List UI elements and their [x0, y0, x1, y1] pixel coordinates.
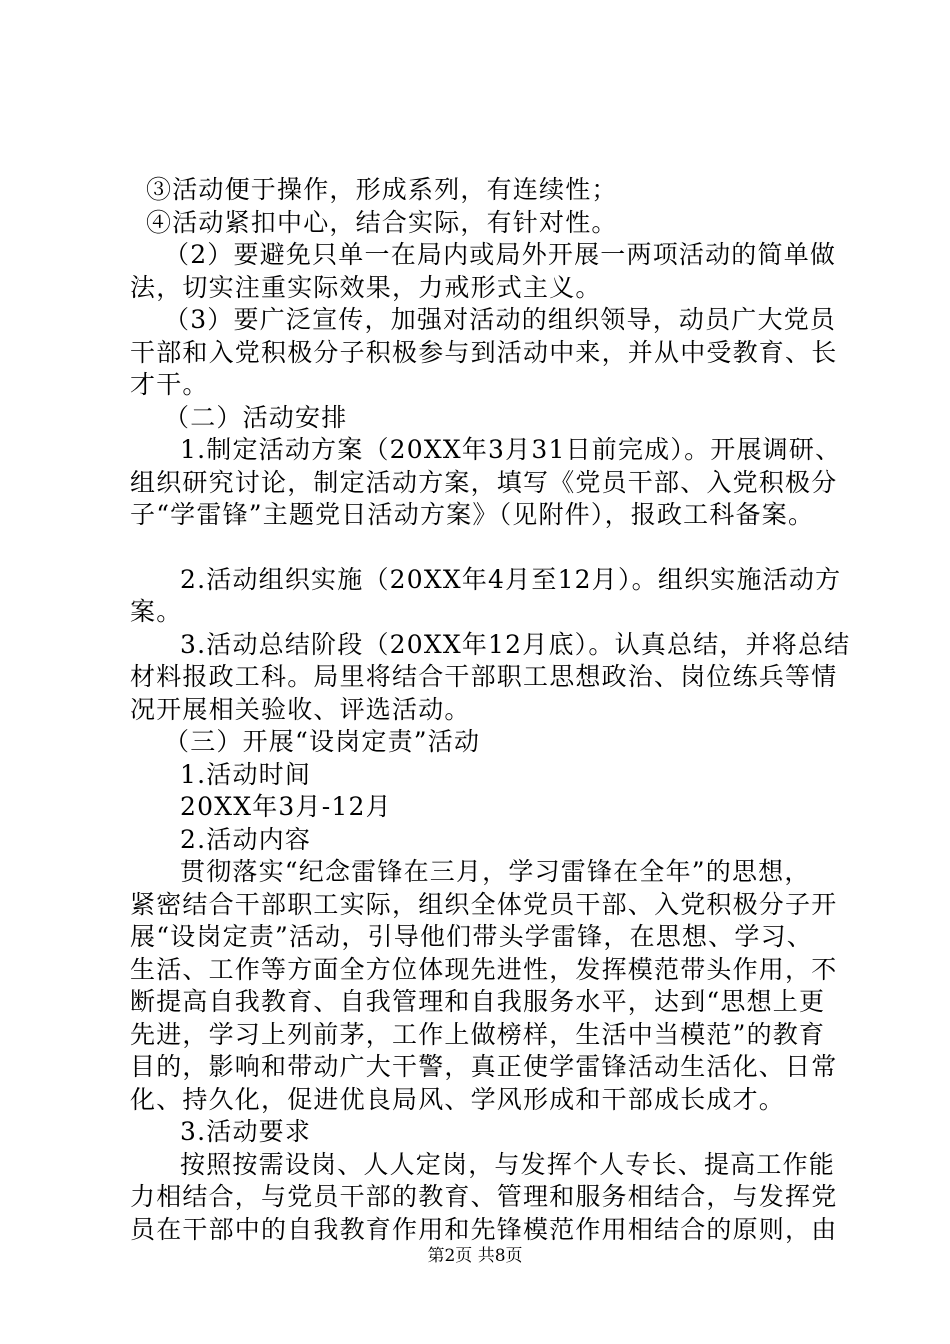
text-line: 展“设岗定责”活动，引导他们带头学雷锋，在思想、学习、: [130, 922, 813, 951]
text-line: 法，切实注重实际效果，力戒形式主义。: [130, 272, 602, 302]
text-line: 目的，影响和带动广大干警，真正使学雷锋活动生活化、日常: [130, 1052, 838, 1081]
text-line: 2.活动组织实施（20XX年4月至12月）。组织实施活动方: [180, 564, 842, 594]
paragraph-gap: [130, 532, 830, 564]
text-line: 子“学雷锋”主题党日活动方案》（见附件），报政工科备案。: [130, 500, 815, 529]
subheading: 3.活动要求: [180, 1117, 312, 1146]
text-line: 案。: [130, 597, 183, 626]
text-line: 组织研究讨论，制定活动方案，填写《党员干部、入党积极分: [130, 467, 838, 497]
text-line: 断提高自我教育、自我管理和自我服务水平，达到“思想上更: [130, 987, 826, 1016]
text-line: 20XX年3月-12月: [180, 792, 392, 821]
text-line: 力相结合，与党员干部的教育、管理和服务相结合，与发挥党: [130, 1182, 838, 1211]
text-line: 按照按需设岗、人人定岗，与发挥个人专长、提高工作能: [180, 1149, 836, 1179]
subheading: 1.活动时间: [180, 759, 312, 789]
text-line: ④活动紧扣中心，结合实际，有针对性。: [146, 207, 618, 237]
subheading: 2.活动内容: [180, 824, 312, 854]
text-line: （2）要避免只单一在局内或局外开展一两项活动的简单做: [164, 240, 837, 269]
text-line: 才干。: [130, 370, 209, 399]
text-line: 员在干部中的自我教育作用和先锋模范作用相结合的原则，由: [130, 1214, 838, 1244]
text-line: 先进，学习上列前茅，工作上做榜样，生活中当模范”的教育: [130, 1019, 826, 1049]
text-line: 贯彻落实“纪念雷锋在三月，学习雷锋在全年”的思想，: [180, 857, 811, 886]
section-heading: （二）活动安排: [164, 402, 348, 432]
text-line: 况开展相关验收、评选活动。: [130, 694, 471, 724]
text-line: ③活动便于操作，形成系列，有连续性；: [146, 175, 618, 204]
text-line: 化、持久化，促进优良局风、学风形成和干部成长成才。: [130, 1084, 786, 1114]
section-heading: （三）开展“设岗定责”活动: [164, 727, 481, 756]
text-line: 紧密结合干部职工实际，组织全体党员干部、入党积极分子开: [130, 889, 838, 919]
text-line: 材料报政工科。局里将结合干部职工思想政治、岗位练兵等情: [130, 662, 838, 691]
text-line: 生活、工作等方面全方位体现先进性，发挥模范带头作用，不: [130, 954, 838, 984]
text-line: 1.制定活动方案（20XX年3月31日前完成）。开展调研、: [180, 435, 842, 464]
text-line: 干部和入党积极分子积极参与到活动中来，并从中受教育、长: [130, 337, 838, 367]
document-body: [130, 174, 851, 1246]
text-line: （3）要广泛宣传，加强对活动的组织领导，动员广大党员: [164, 305, 837, 334]
text-line: 3.活动总结阶段（20XX年12月底）。认真总结，并将总结: [180, 629, 851, 659]
page-number: 第2页 共8页: [427, 1246, 523, 1266]
